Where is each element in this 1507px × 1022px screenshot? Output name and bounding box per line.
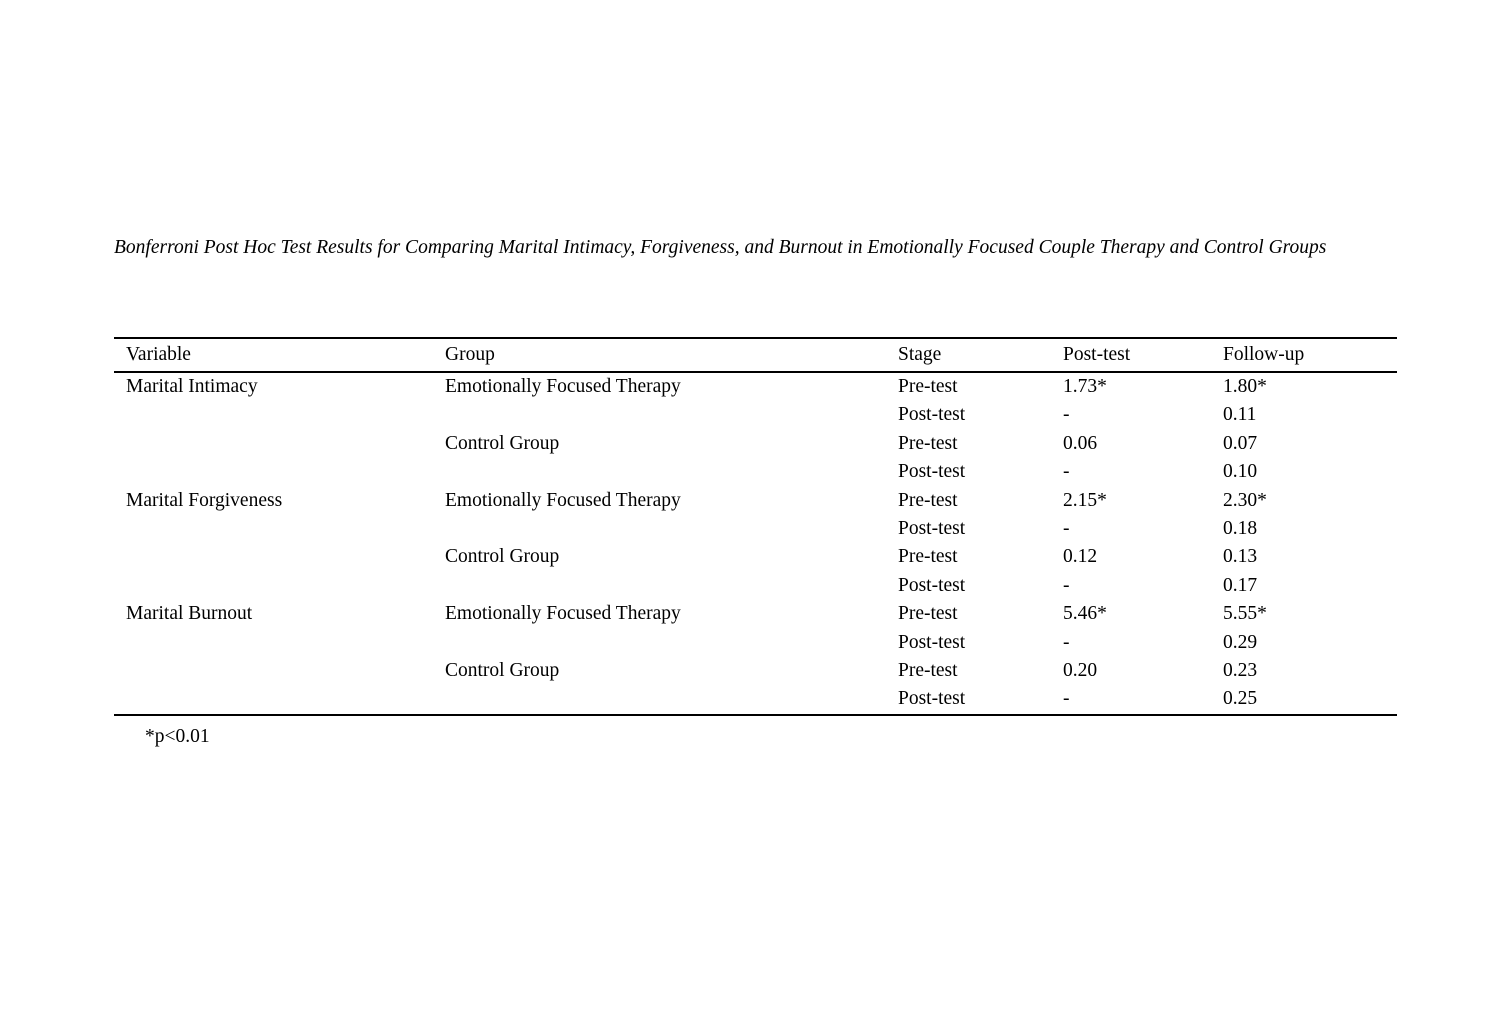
header-row [114, 338, 1397, 372]
table-row [114, 600, 1397, 628]
cell-variable [114, 543, 433, 571]
cell-variable [114, 401, 433, 429]
cell-post-test: 0.06 [1063, 432, 1098, 454]
cell-stage: Pre-test [898, 660, 958, 682]
table-row [114, 430, 1397, 458]
cell-post-test: 5.46* [1063, 603, 1107, 625]
cell-post-test: 0.12 [1063, 546, 1098, 568]
cell-stage: Pre-test [898, 432, 958, 454]
table-title: Bonferroni Post Hoc Test Results for Comparing Marital Intimacy, Forgiveness, and Burnout in Emotionally Focused Couple Therapy and Control Groups [114, 237, 1327, 258]
table-row [114, 657, 1397, 685]
cell-stage: Pre-test [898, 603, 958, 625]
significance-footnote: *p<0.01 [145, 726, 210, 747]
column-header-post-test: Post-test [1051, 338, 1211, 372]
cell-follow-up: 0.18 [1223, 518, 1258, 540]
cell-variable [114, 629, 433, 657]
cell-group: Control Group [445, 432, 560, 454]
cell-follow-up: 0.11 [1223, 404, 1257, 426]
cell-group [433, 515, 886, 543]
cell-group [433, 685, 886, 714]
cell-stage: Pre-test [898, 376, 958, 397]
cell-post-test: 1.73* [1063, 376, 1107, 397]
cell-post-test: - [1063, 688, 1070, 710]
cell-post-test: - [1063, 404, 1070, 426]
cell-stage: Post-test [898, 404, 966, 426]
cell-stage: Post-test [898, 631, 966, 653]
cell-follow-up: 2.30* [1223, 489, 1267, 511]
cell-follow-up: 0.29 [1223, 631, 1258, 653]
table-row [114, 515, 1397, 543]
table-row [114, 458, 1397, 486]
cell-follow-up: 0.25 [1223, 688, 1258, 710]
table-row [114, 572, 1397, 600]
table-row [114, 401, 1397, 429]
table-row [114, 372, 1397, 401]
column-header-variable: Variable [114, 338, 433, 372]
column-header-stage: Stage [886, 338, 1051, 372]
cell-group [433, 629, 886, 657]
column-header-group: Group [433, 338, 886, 372]
cell-variable [114, 657, 433, 685]
cell-stage: Post-test [898, 688, 966, 710]
cell-follow-up: 5.55* [1223, 603, 1267, 625]
cell-variable: Marital Burnout [126, 603, 253, 625]
cell-follow-up: 0.23 [1223, 660, 1258, 682]
cell-group: Control Group [445, 660, 560, 682]
cell-post-test: 2.15* [1063, 489, 1107, 511]
table-row [114, 487, 1397, 515]
cell-variable [114, 572, 433, 600]
table-row [114, 629, 1397, 657]
cell-post-test: - [1063, 461, 1070, 483]
cell-variable: Marital Forgiveness [126, 489, 283, 511]
cell-variable [114, 458, 433, 486]
cell-variable [114, 515, 433, 543]
table-row [114, 685, 1397, 714]
cell-group: Emotionally Focused Therapy [445, 489, 681, 511]
cell-follow-up: 0.13 [1223, 546, 1258, 568]
cell-follow-up: 0.10 [1223, 461, 1258, 483]
cell-group: Emotionally Focused Therapy [445, 603, 681, 625]
column-header-follow-up: Follow-up [1211, 338, 1397, 372]
cell-stage: Pre-test [898, 546, 958, 568]
cell-post-test: - [1063, 518, 1070, 540]
cell-group [433, 458, 886, 486]
cell-post-test: - [1063, 574, 1070, 596]
cell-follow-up: 0.07 [1223, 432, 1258, 454]
cell-follow-up: 1.80* [1223, 376, 1267, 397]
cell-variable [114, 685, 433, 714]
results-table [114, 337, 1397, 716]
cell-group: Emotionally Focused Therapy [445, 376, 681, 397]
cell-follow-up: 0.17 [1223, 574, 1258, 596]
cell-group [433, 572, 886, 600]
cell-variable: Marital Intimacy [126, 376, 258, 397]
cell-stage: Pre-test [898, 489, 958, 511]
cell-stage: Post-test [898, 574, 966, 596]
cell-variable [114, 430, 433, 458]
cell-post-test: 0.20 [1063, 660, 1098, 682]
cell-post-test: - [1063, 631, 1070, 653]
results-table-container [114, 337, 1397, 716]
cell-group: Control Group [445, 546, 560, 568]
cell-stage: Post-test [898, 518, 966, 540]
cell-group [433, 401, 886, 429]
table-row [114, 543, 1397, 571]
cell-stage: Post-test [898, 461, 966, 483]
